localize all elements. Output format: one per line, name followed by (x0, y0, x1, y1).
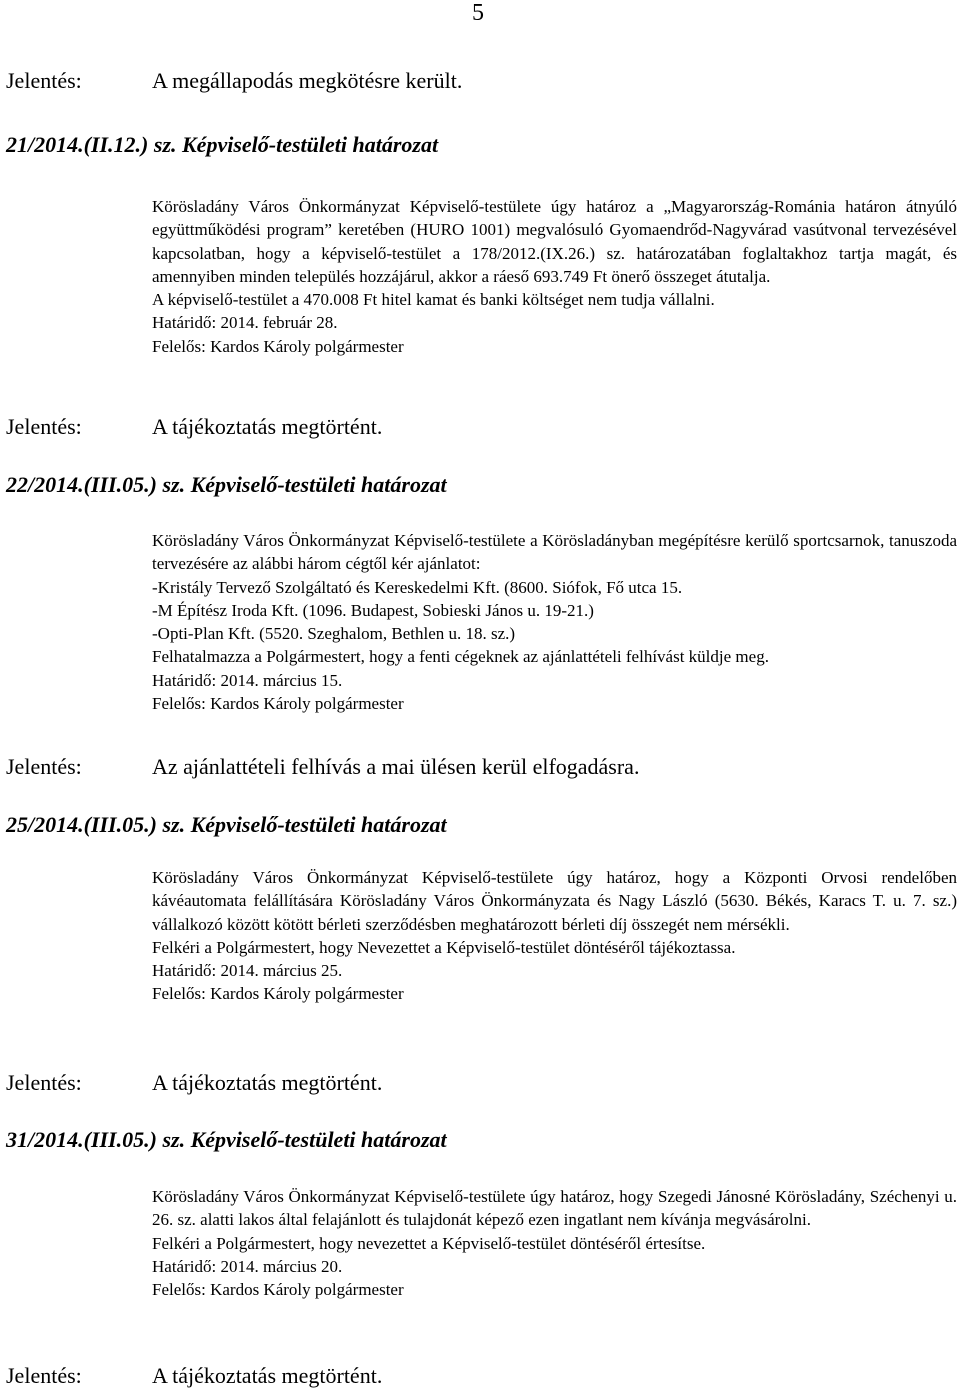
report-label: Jelentés: (6, 1363, 82, 1388)
resolution-body-22 (152, 529, 957, 715)
responsible: Felelős: Kardos Károly polgármester (152, 1280, 404, 1300)
report-text: A tájékoztatás megtörtént. (152, 414, 383, 439)
resolution-body-21 (152, 195, 957, 358)
resolution-paragraph: Körösladány Város Önkormányzat Képviselő-testülete úgy határoz, hogy a Központi Orvosi rendelőben kávéautomata felállítására Körösladány Város Önkormányzata és Nagy László (5630. Békés, Karacs T. u. 7. sz.) vállalkozó között kötött bérleti szerződésben meghatározott bérleti díj összegét nem mérsékli. (152, 868, 957, 934)
deadline: Határidő: 2014. február 28. (152, 313, 338, 333)
resolution-heading-31: 31/2014.(III.05.) sz. Képviselő-testületi határozat (6, 1127, 447, 1152)
report-line-21 (6, 414, 382, 440)
deadline: Határidő: 2014. március 25. (152, 961, 343, 981)
report-text: A tájékoztatás megtörtént. (152, 1363, 383, 1388)
resolution-line: -Opti-Plan Kft. (5520. Szeghalom, Bethlen u. 18. sz.) (152, 624, 516, 644)
resolution-paragraph: Körösladány Város Önkormányzat Képviselő-testülete úgy határoz, hogy Szegedi Jánosné Körösladány, Széchenyi u. 26. sz. alatti lakos által felajánlott és tulajdonát képező ezen ingatlant nem kívánja megvásárolni. (152, 1187, 957, 1230)
report-line-intro (6, 68, 462, 94)
resolution-line: -Kristály Tervező Szolgáltató és Kereskedelmi Kft. (8600. Siófok, Fő utca 15. (152, 577, 683, 597)
report-line-31 (6, 1363, 382, 1389)
responsible: Felelős: Kardos Károly polgármester (152, 694, 404, 714)
resolution-body-25 (152, 866, 957, 1006)
resolution-line: Felkéri a Polgármestert, hogy nevezettet a Képviselő-testület döntéséről értesítse. (152, 1233, 706, 1253)
report-text: A tájékoztatás megtörtént. (152, 1070, 383, 1095)
report-label: Jelentés: (6, 68, 82, 93)
report-line-22 (6, 754, 639, 780)
resolution-line: -M Építész Iroda Kft. (1096. Budapest, Sobieski János u. 19-21.) (152, 600, 594, 620)
deadline: Határidő: 2014. március 15. (152, 670, 343, 690)
report-label: Jelentés: (6, 1070, 82, 1095)
responsible: Felelős: Kardos Károly polgármester (152, 336, 404, 356)
deadline: Határidő: 2014. március 20. (152, 1256, 343, 1276)
report-label: Jelentés: (6, 414, 82, 439)
resolution-heading-21: 21/2014.(II.12.) sz. Képviselő-testületi határozat (6, 132, 439, 157)
resolution-heading-25: 25/2014.(III.05.) sz. Képviselő-testületi határozat (6, 812, 447, 837)
resolution-heading-22: 22/2014.(III.05.) sz. Képviselő-testületi határozat (6, 472, 447, 497)
report-label: Jelentés: (6, 754, 82, 779)
resolution-paragraph: Körösladány Város Önkormányzat Képviselő-testülete a Körösladányban megépítésre kerülő sportcsarnok, tanuszoda tervezésére az alábbi három cégtől kér ajánlatot: (152, 531, 957, 574)
report-line-25 (6, 1070, 382, 1096)
page-number: 5 (472, 0, 484, 26)
resolution-line: Felkéri a Polgármestert, hogy Nevezettet a Képviselő-testület döntéséről tájékoztassa. (152, 937, 736, 957)
report-text: Az ajánlattételi felhívás a mai ülésen kerül elfogadásra. (152, 754, 640, 779)
resolution-body-31 (152, 1185, 957, 1301)
resolution-line: A képviselő-testület a 470.008 Ft hitel kamat és banki költséget nem tudja vállalni. (152, 290, 715, 310)
report-text: A megállapodás megkötésre került. (152, 68, 463, 93)
responsible: Felelős: Kardos Károly polgármester (152, 984, 404, 1004)
resolution-line: Felhatalmazza a Polgármestert, hogy a fenti cégeknek az ajánlattételi felhívást küldje meg. (152, 647, 769, 667)
resolution-paragraph: Körösladány Város Önkormányzat Képviselő-testülete úgy határoz a „Magyarország-Románia határon átnyúló együttműködési program” keretében (HURO 1001) megvalósuló Gyomaendrőd-Nagyvárad vasútvonal tervezésével kapcsolatban, hogy a képviselő-testület a 178/2012.(IX.26.) sz. határozatában foglaltakhoz tartja magát, és amennyiben minden település hozzájárul, akkor a ráeső 693.749 Ft önerő összeget átutalja. (152, 197, 957, 286)
